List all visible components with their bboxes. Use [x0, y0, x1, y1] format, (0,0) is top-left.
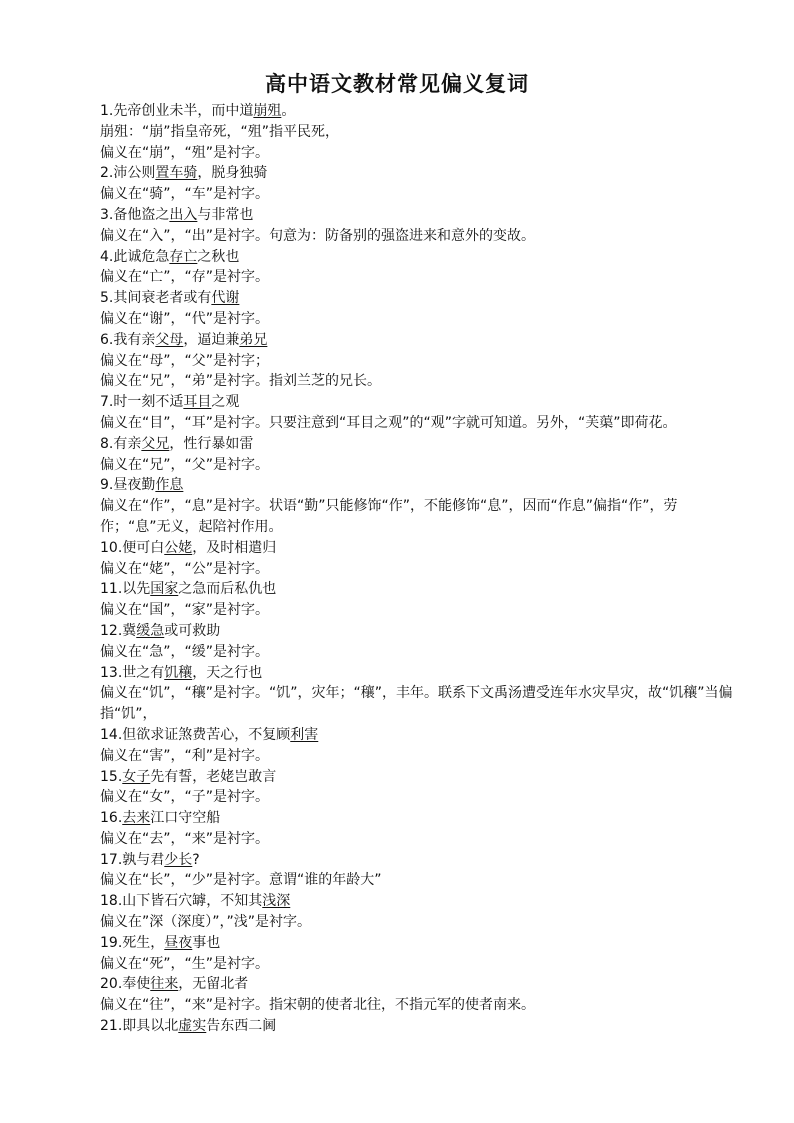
text-segment: 17.孰与君 — [100, 851, 165, 868]
underlined-term: 去来 — [122, 810, 151, 827]
text-segment: 15. — [100, 768, 123, 785]
underlined-term: 父母 — [155, 331, 184, 348]
text-line — [60, 371, 736, 392]
text-line — [60, 496, 736, 538]
underlined-term: 缓急 — [136, 622, 165, 639]
text-segment: 2.沛公则 — [100, 165, 156, 182]
text-segment: 10.便可白 — [100, 539, 165, 556]
text-segment: 16. — [100, 810, 123, 827]
text-line — [60, 559, 736, 580]
text-line — [60, 621, 736, 642]
underlined-term: 女子 — [122, 768, 151, 785]
text-line — [60, 143, 736, 164]
text-segment: 偏义在“骑”，“车”是衬字。 — [100, 186, 270, 203]
text-segment: ，脱身独骑 — [197, 165, 268, 182]
text-line — [60, 600, 736, 621]
text-line — [60, 205, 736, 226]
text-segment: 6.我有亲 — [100, 331, 156, 348]
text-segment: 偏义在“国”，“家”是衬字。 — [100, 602, 270, 619]
text-segment: ，天之行也 — [192, 664, 263, 681]
text-segment: 偏义在“兄”，“弟”是衬字。指刘兰芝的兄长。 — [100, 373, 382, 390]
text-segment: 偏义在“姥”，“公”是衬字。 — [100, 560, 270, 577]
underlined-term: 国家 — [150, 581, 179, 598]
text-segment: 9.昼夜勤 — [100, 477, 156, 494]
text-segment: ，逼迫兼 — [183, 331, 240, 348]
underlined-term: 饥穰 — [164, 664, 193, 681]
text-line — [60, 288, 736, 309]
text-segment: 江口守空船 — [150, 810, 221, 827]
text-segment: 偏义在“急”，“缓”是衬字。 — [100, 643, 270, 660]
text-line — [60, 642, 736, 663]
text-line — [60, 122, 736, 143]
text-segment: 偏义在“去”，“来”是衬字。 — [100, 830, 270, 847]
underlined-term: 利害 — [290, 726, 319, 743]
text-segment: 偏义在“目”，“耳”是衬字。只要注意到“耳目之观”的“观”字就可知道。另外，“芙蕖”即荷花。 — [100, 414, 677, 431]
text-segment: 18.山下皆石穴罅，不知其 — [100, 893, 263, 910]
text-segment: 偏义在“饥”，“穰”是衬字。“饥”，灾年；“穰”，丰年。联系下文禹汤遭受连年水灾旱灾，故“饥穰”当偏指“饥”， — [100, 685, 733, 723]
underlined-term: 耳目 — [183, 394, 212, 411]
text-segment: 崩殂：“崩”指皇帝死，“殂”指平民死， — [100, 123, 340, 140]
text-line — [60, 330, 736, 351]
text-segment: 11.以先 — [100, 581, 151, 598]
text-line — [60, 392, 736, 413]
underlined-term: 弟兄 — [239, 331, 268, 348]
text-segment: 5.其间衰老者或有 — [100, 290, 212, 307]
text-segment: 偏义在“亡”，“存”是衬字。 — [100, 269, 270, 286]
text-segment: 偏义在“谢”，“代”是衬字。 — [100, 310, 270, 327]
text-segment: 偏义在“死”，“生”是衬字。 — [100, 955, 270, 972]
text-segment: 偏义在“女”，“子”是衬字。 — [100, 789, 270, 806]
text-segment: 偏义在“害”，“利”是衬字。 — [100, 747, 270, 764]
text-segment: 7.时一刻不适 — [100, 394, 184, 411]
text-segment: 偏义在“往”，“来”是衬字。指宋朝的使者北往，不指元军的使者南来。 — [100, 997, 536, 1014]
text-segment: ? — [192, 851, 200, 868]
text-segment: 先有誓，老姥岂敢言 — [150, 768, 277, 785]
page-title: 高中语文教材常见偏义复词 — [265, 72, 529, 96]
text-line — [60, 912, 736, 933]
text-segment: 或可救助 — [164, 622, 221, 639]
text-segment: 20.奉使 — [100, 976, 151, 993]
underlined-term: 崩殂 — [253, 103, 282, 119]
text-line — [60, 663, 736, 684]
text-line — [60, 101, 736, 122]
text-line — [60, 746, 736, 767]
text-line — [60, 891, 736, 912]
text-segment: 12.冀 — [100, 622, 137, 639]
text-segment: 偏义在“母”，“父”是衬字； — [100, 352, 270, 369]
underlined-term: 公姥 — [164, 539, 193, 556]
underlined-term: 出入 — [169, 206, 198, 223]
text-line — [60, 683, 736, 725]
text-segment: 1.先帝创业未半，而中道 — [100, 103, 254, 119]
text-segment: 之观 — [211, 394, 240, 411]
document-body — [60, 101, 736, 1037]
text-line — [60, 767, 736, 788]
text-segment: 。 — [281, 103, 296, 119]
underlined-term: 置车骑 — [155, 165, 198, 182]
text-segment: 偏义在”深（深度）”，”浅”是衬字。 — [100, 914, 312, 931]
text-line — [60, 808, 736, 829]
underlined-term: 父兄 — [141, 435, 170, 452]
text-line — [60, 829, 736, 850]
text-line — [60, 579, 736, 600]
text-line — [60, 787, 736, 808]
text-segment: 8.有亲 — [100, 435, 142, 452]
underlined-term: 虚实 — [178, 1018, 207, 1035]
text-line — [60, 351, 736, 372]
underlined-term: 浅深 — [262, 893, 291, 910]
text-segment: 19.死生， — [100, 934, 165, 951]
text-segment: 告东西二阃 — [206, 1018, 277, 1035]
text-line — [60, 995, 736, 1016]
text-line — [60, 267, 736, 288]
text-segment: 13.世之有 — [100, 664, 165, 681]
underlined-term: 作息 — [155, 477, 184, 494]
text-segment: 之急而后私仇也 — [178, 581, 277, 598]
text-line — [60, 413, 736, 434]
text-segment: 3.备他盗之 — [100, 206, 170, 223]
text-line — [60, 475, 736, 496]
text-segment: 偏义在“作”，“息”是衬字。状语“勤”只能修饰“作”，不能修饰“息”，因而“作息”偏指“作”，劳作；“息”无义，起陪衬作用。 — [100, 498, 678, 535]
underlined-term: 少长 — [164, 851, 193, 868]
underlined-term: 存亡 — [169, 248, 198, 265]
text-segment: 之秋也 — [197, 248, 240, 265]
underlined-term: 往来 — [150, 976, 179, 993]
text-segment: ，及时相遣归 — [192, 539, 277, 556]
text-line — [60, 184, 736, 205]
text-line — [60, 226, 736, 247]
text-line — [60, 1016, 736, 1037]
underlined-term: 昼夜 — [164, 934, 193, 951]
text-line — [60, 725, 736, 746]
text-segment: 偏义在“崩”，“殂”是衬字。 — [100, 144, 270, 161]
text-line — [60, 933, 736, 954]
text-line — [60, 974, 736, 995]
text-segment: 14.但欲求证煞费苦心，不复顾 — [100, 726, 291, 743]
text-segment: 4.此诚危急 — [100, 248, 170, 265]
text-segment: ，无留北者 — [178, 976, 249, 993]
text-line — [60, 870, 736, 891]
text-segment: 与非常也 — [197, 206, 254, 223]
text-line — [60, 434, 736, 455]
underlined-term: 代谢 — [211, 290, 240, 307]
text-line — [60, 850, 736, 871]
text-line — [60, 309, 736, 330]
text-line — [60, 538, 736, 559]
text-segment: ，性行暴如雷 — [169, 435, 254, 452]
text-segment: 偏义在“长”，“少”是衬字。意谓“谁的年龄大” — [100, 872, 382, 889]
text-line — [60, 954, 736, 975]
text-segment: 事也 — [192, 934, 221, 951]
text-line — [60, 455, 736, 476]
text-line — [60, 163, 736, 184]
text-line — [60, 247, 736, 268]
text-segment: 偏义在“入”，“出”是衬字。句意为：防备别的强盗进来和意外的变故。 — [100, 227, 536, 244]
text-segment: 偏义在“兄”，“父”是衬字。 — [100, 456, 270, 473]
text-segment: 21.即具以北 — [100, 1018, 179, 1035]
